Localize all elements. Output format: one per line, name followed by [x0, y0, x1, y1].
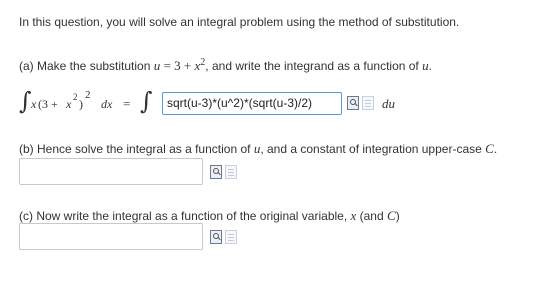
integrand-close: ) — [79, 97, 83, 111]
part-a-answer-input[interactable]: sqrt(u-3)*(u^2)*(sqrt(u-3)/2) — [162, 92, 342, 115]
integrand-exp-outer: 2 — [85, 89, 91, 101]
syntax-help-icon[interactable] — [225, 230, 237, 244]
part-a-text-after: , and write the integrand as a function of — [205, 59, 419, 73]
part-c-text: (c) Now write the integral as a function of the original variable, — [19, 209, 348, 223]
part-b-var: u — [253, 141, 261, 156]
part-a-period: . — [428, 59, 432, 73]
preview-icon[interactable] — [210, 230, 222, 244]
equals-sign: = — [123, 96, 131, 111]
part-c-close: ) — [395, 209, 400, 223]
part-b-period: . — [493, 142, 498, 156]
syntax-help-icon[interactable] — [362, 96, 374, 110]
dx-label: dx — [101, 97, 113, 111]
preview-icon[interactable] — [210, 165, 222, 179]
part-b-text: (b) Hence solve the integral as a function of — [19, 142, 251, 156]
syntax-help-icon[interactable] — [225, 165, 237, 179]
sub-eq: = 3 + — [163, 58, 195, 73]
part-a-prompt — [19, 57, 432, 74]
integrand-inner: (3 + — [38, 97, 58, 111]
intro-text: In this question, you will solve an integral problem using the method of substitution. — [19, 15, 460, 29]
func-var: u — [422, 58, 429, 73]
part-c-prompt — [19, 208, 400, 224]
integrand-x2: x — [66, 97, 72, 111]
part-b-const: C — [485, 141, 494, 156]
integral-sign-right: ∫ — [140, 87, 153, 115]
sub-var: u — [153, 58, 161, 73]
part-c-answer-input[interactable] — [19, 223, 203, 250]
integrand-x: x — [31, 97, 37, 111]
part-b-answer-input[interactable] — [19, 158, 203, 185]
part-c-text2: (and — [359, 209, 384, 223]
part-c-const: C — [387, 208, 396, 223]
integral-sign-left: ∫ — [19, 87, 32, 115]
du-label: du — [382, 96, 395, 111]
part-b-text2: , and a constant of integration upper-case — [260, 142, 482, 156]
part-c-var: x — [350, 208, 357, 223]
integrand-exp-inner: 2 — [73, 92, 78, 102]
sub-x: x — [194, 58, 201, 73]
part-b-prompt — [19, 141, 497, 157]
preview-icon[interactable] — [347, 96, 359, 110]
part-a-text-before: (a) Make the substitution — [19, 59, 151, 73]
integral-expression — [19, 87, 169, 117]
sub-exp: 2 — [200, 57, 206, 68]
